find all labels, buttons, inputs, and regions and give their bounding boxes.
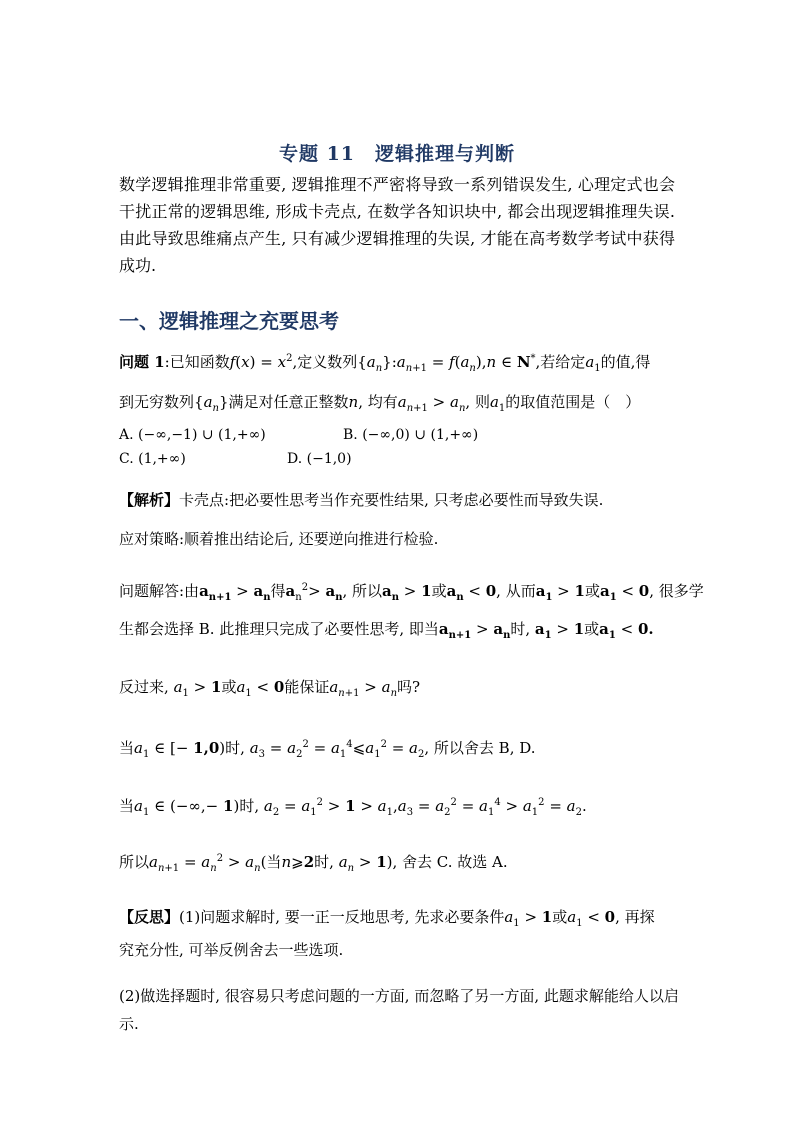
solution-line-2: 生都会选择 B. 此推理只完成了必要性思考, 即当$a_{n+1} > a_n$时, $a_1 > 1$或$a_1 < 0$. xyxy=(119,620,654,641)
reflection-label: 【反思】 xyxy=(119,908,180,926)
problem-line-1: 问题 1:已知函数$f(x) = x^2$,定义数列$\{a_n\}:a_{n+1} = f(a_n),n$ ∈ N*,若给定$a_1$的值,得 xyxy=(119,353,651,374)
analysis-label: 【解析】 xyxy=(119,491,180,509)
case-line-1: 当$a_1$ ∈ [− 1,0)时, $a_3 = a_2^2$ = $a_1^4⩽a_1^2 = a_2$, 所以舍去 B, D. xyxy=(119,739,536,760)
reflection-line-1: 【反思】(1)问题求解时, 要一正一反地思考, 先求必要条件$a_1 > 1$或$a_1 < 0$, 再探 xyxy=(119,908,655,929)
intro-paragraph: 数学逻辑推理非常重要, 逻辑推理不严密将导致一系列错误发生, 心理定式也会干扰正常的逻辑思维, 形成卡壳点, 在数学各知识块中, 都会出现逻辑推理失误.由此导致思维痛点产生, 只有减少逻辑推理的失误, 才能在高考数学考试中获得成功. xyxy=(119,175,675,275)
reverse-line: 反过来, $a_1 > 1$或$a_1 < 0$能保证$a_{n+1} > a_n$吗? xyxy=(119,678,421,699)
case-line-2: 当$a_1$ ∈ (−∞,− 1)时, $a_2 = a_1^2 > 1 > a_1,a_3 = a_2^2 = a_1^4 > a_1^2 = a_2$. xyxy=(119,797,587,818)
solution-line-1: 问题解答:由$a_{n+1} > a_n$得$a_n^2> a_n$, 所以$a_n > 1$或$a_n < 0$, 从而$a_1 > 1$或$a_1 < 0$, 很多学 xyxy=(119,582,704,603)
analysis-line: 【解析】卡壳点:把必要性思考当作充要性结果, 只考虑必要性而导致失误. xyxy=(119,491,604,509)
problem-line-2: 到无穷数列$\{a_n\}$满足对任意正整数n, 均有$a_{n+1} > a_n$, 则$a_1$的取值范围是（ ） xyxy=(119,393,641,414)
option-a: A. (−∞,−1) ∪ (1,+∞) xyxy=(119,427,266,443)
problem-label: 问题 1 xyxy=(119,353,165,371)
reflection-point-2: (2)做选择题时, 很容易只考虑问题的一方面, 而忽略了另一方面, 此题求解能给人以启示. xyxy=(119,987,679,1033)
option-d: D. (−1,0) xyxy=(287,451,352,467)
strategy-line: 应对策略:顺着推出结论后, 还要逆向推进行检验. xyxy=(119,530,439,548)
section-heading: 一、逻辑推理之充要思考 xyxy=(119,309,339,333)
option-c: C. (1,+∞) xyxy=(119,451,186,467)
reflection-line-2: 究充分性, 可举反例舍去一些选项. xyxy=(119,941,344,959)
page-title: 专题 11 逻辑推理与判断 xyxy=(278,143,516,165)
option-b: B. (−∞,0) ∪ (1,+∞) xyxy=(343,427,479,443)
conclusion-line: 所以$a_{n+1} = a_n^2 > a_n$(当n⩾2时, $a_n > 1$), 舍去 C. 故选 A. xyxy=(119,853,508,874)
